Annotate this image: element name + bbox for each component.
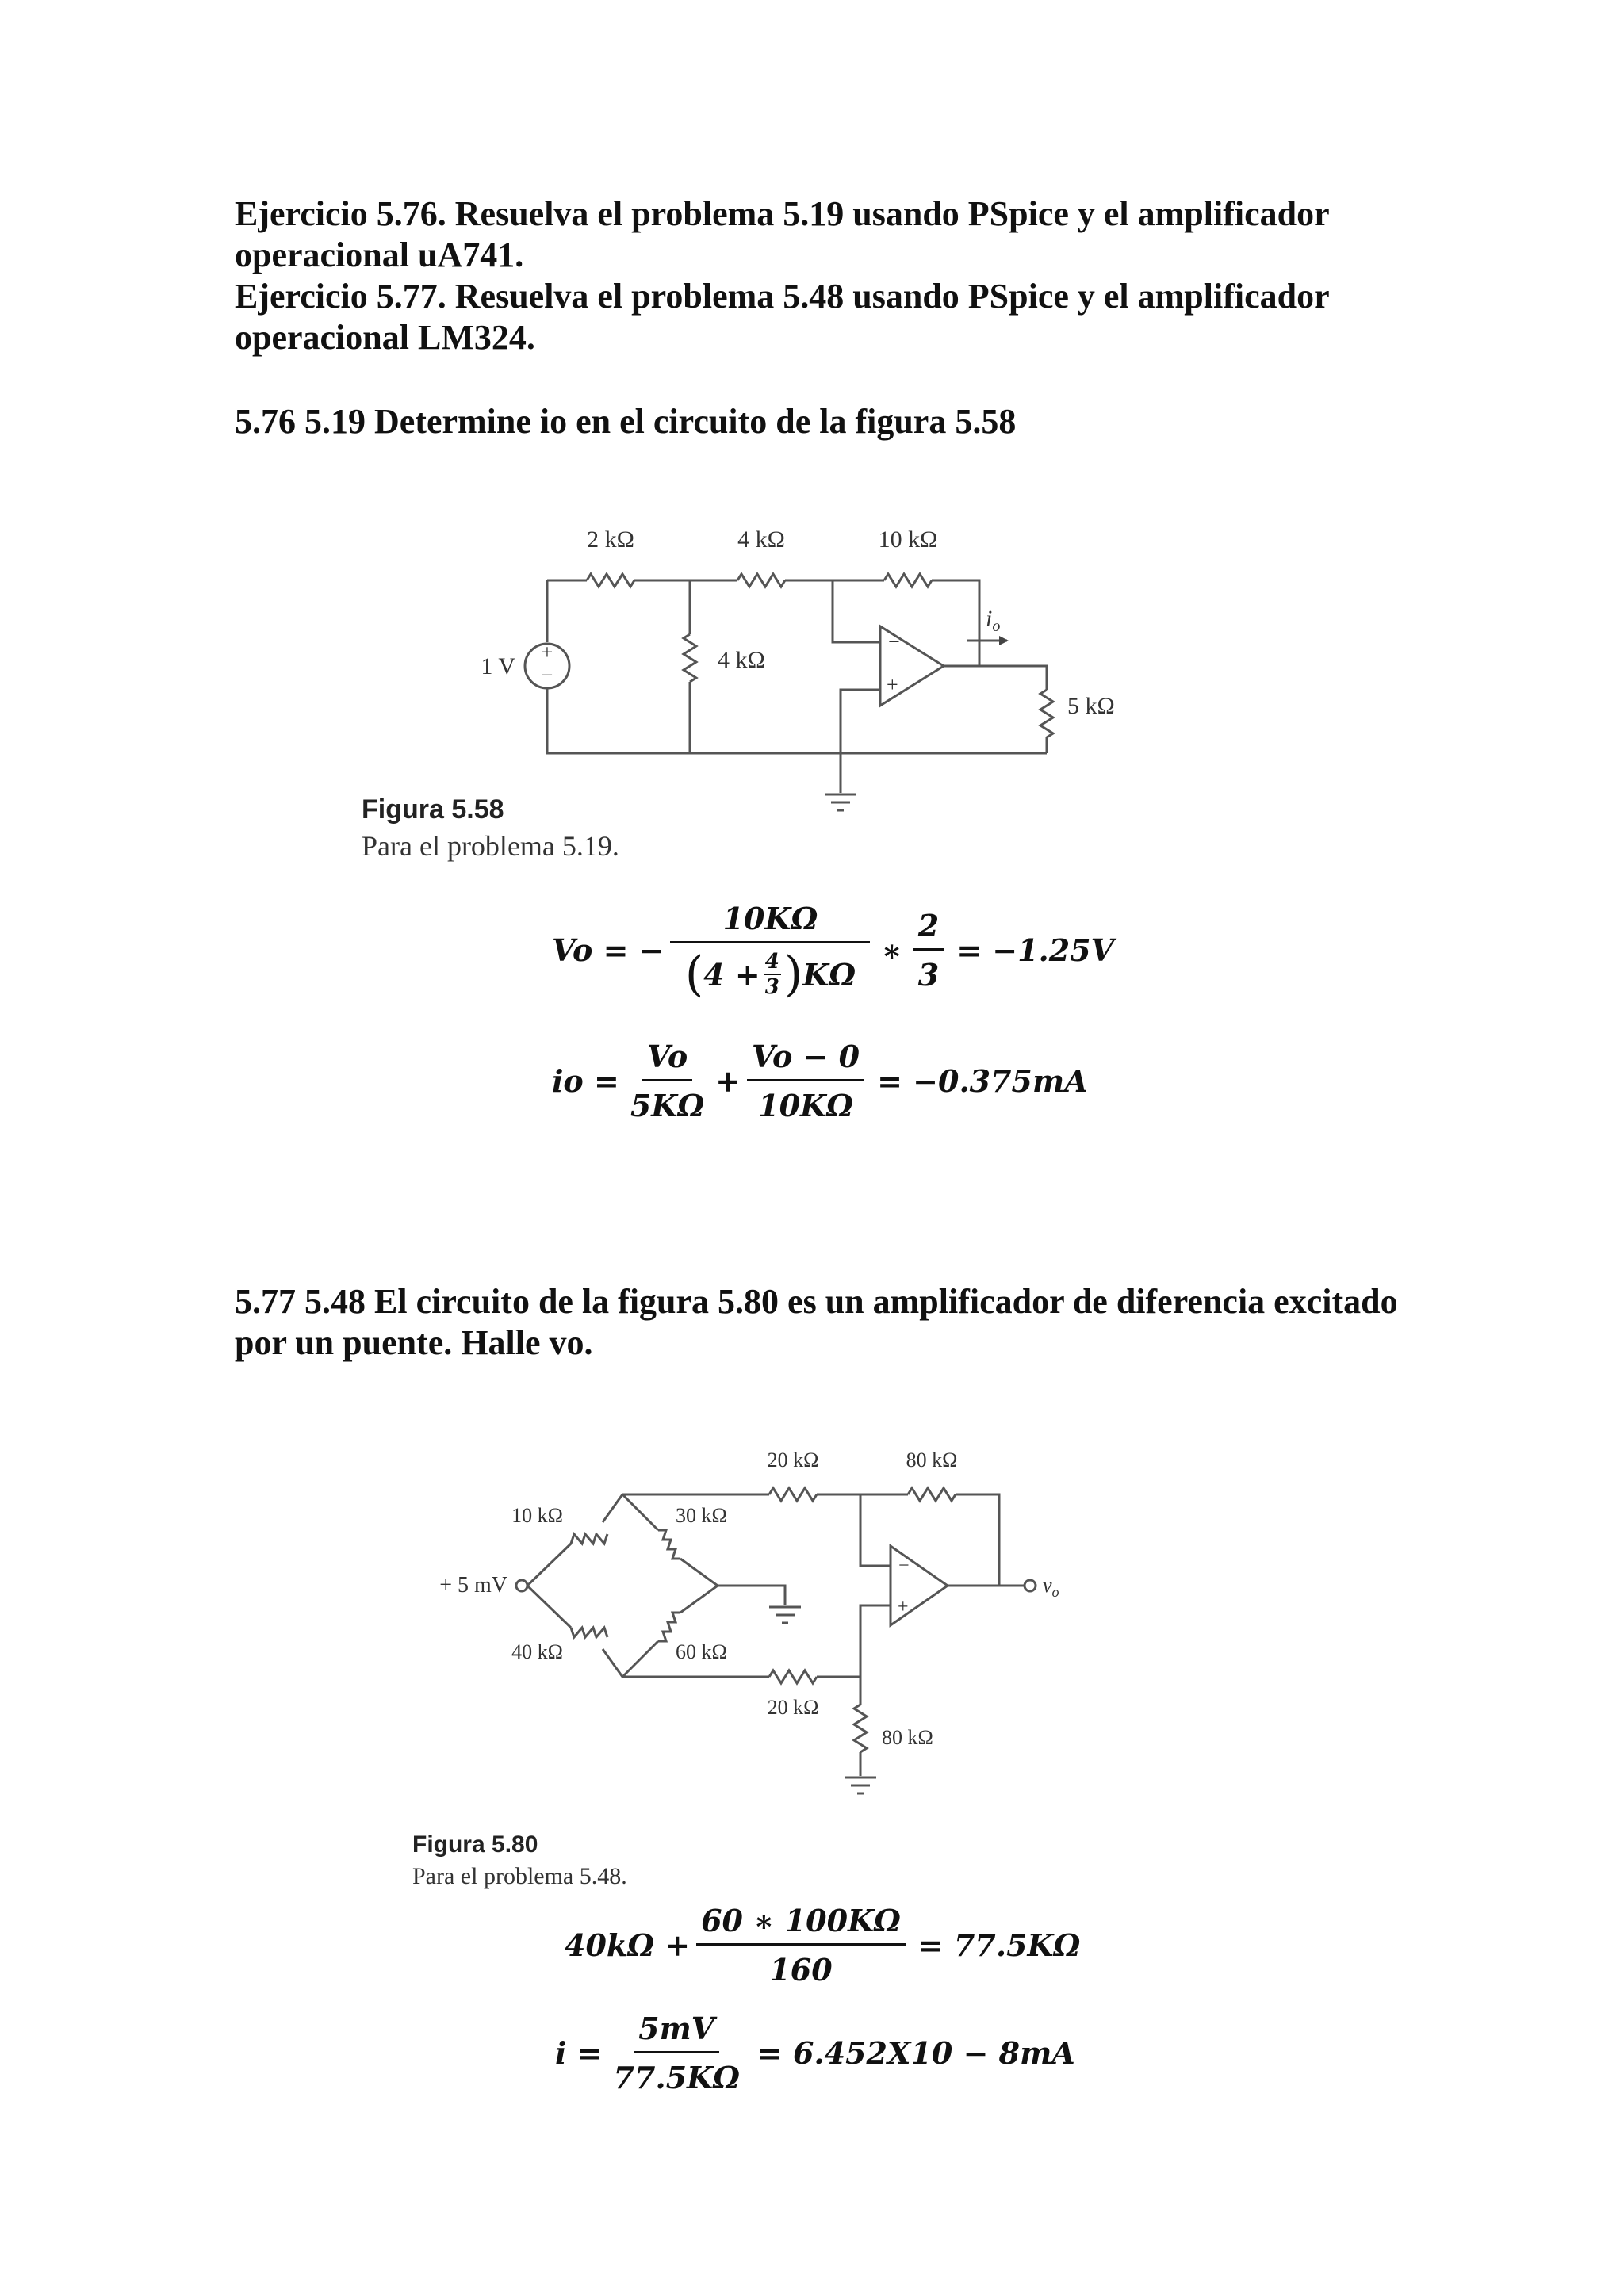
resistor-5k: [1040, 690, 1053, 737]
svg-text:20 kΩ: 20 kΩ: [767, 1696, 819, 1719]
svg-text:60 kΩ: 60 kΩ: [676, 1640, 727, 1663]
ground-symbol: [825, 794, 856, 810]
resistor-4k-vertical: [684, 634, 696, 682]
svg-text:4 kΩ: 4 kΩ: [718, 647, 765, 673]
ground-symbol: [769, 1607, 801, 1623]
svg-text:−: −: [898, 1556, 910, 1576]
fraction-vo: 10KΩ ( 4 + $\frac{4}{3}$ ) KΩ: [670, 901, 870, 999]
svg-text:40 kΩ: 40 kΩ: [511, 1640, 563, 1663]
resistor-60k: [658, 1613, 680, 1641]
problem-5-48-heading: 5.77 5.48 El circuito de la figura 5.80 es un amplificador de diferencia excitado por un puente. Halle vo.: [235, 1282, 1398, 1362]
ground-symbol: [845, 1777, 876, 1793]
svg-text:10 kΩ: 10 kΩ: [511, 1504, 563, 1527]
svg-text:10 kΩ: 10 kΩ: [878, 526, 938, 553]
equation-current: i = $\frac{5mV}{77.5K\Omega}$ = 6.452X10 − 8mA: [555, 2011, 1075, 2095]
svg-text:+: +: [898, 1597, 909, 1617]
svg-text:1 V: 1 V: [481, 653, 515, 679]
figure-5-58-title: Figura 5.58: [362, 794, 504, 825]
resistor-20k-top: [769, 1488, 817, 1501]
figure-5-80-title: Figura 5.80: [412, 1831, 538, 1858]
svg-text:vo: $v_o$: [1043, 1574, 1059, 1600]
resistor-30k: [658, 1530, 680, 1559]
svg-text:80 kΩ: 80 kΩ: [906, 1448, 958, 1471]
svg-text:+ 5 mV: + 5 mV: [439, 1573, 508, 1598]
equation-vo: Vo = − 10KΩ ( 4 + $\frac{4}{3}$ ) KΩ ∗ $\frac{2}{3}$ = −1.25V: [552, 901, 1115, 1002]
figure-5-58-caption: Para el problema 5.19.: [362, 830, 619, 862]
svg-text:30 kΩ: 30 kΩ: [676, 1504, 727, 1527]
exercise-5-77: Ejercicio 5.77. Resuelva el problema 5.48 usando PSpice y el amplificador operacional LM324.: [235, 277, 1329, 357]
circuit-figure-5-58: [444, 515, 1158, 832]
equation-resistance: 40kΩ + $\frac{60 ∗ 100K\Omega}{160}$ = 77.5KΩ: [565, 1903, 1081, 1988]
exercise-5-76: Ejercicio 5.76. Resuelva el problema 5.19 usando PSpice y el amplificador operacional uA741.: [235, 194, 1329, 274]
svg-text:+: +: [887, 673, 898, 696]
svg-text:20 kΩ: 20 kΩ: [767, 1448, 819, 1471]
resistor-20k-bottom: [769, 1670, 817, 1683]
resistor-80k-top: [908, 1488, 956, 1501]
resistor-10k: [884, 574, 932, 587]
svg-text:+: +: [541, 641, 553, 664]
resistor-10k: [571, 1534, 607, 1544]
svg-text:5 kΩ: 5 kΩ: [1067, 693, 1115, 719]
svg-text:−: −: [541, 664, 553, 687]
svg-text:−: −: [888, 630, 900, 653]
svg-text:4 kΩ: 4 kΩ: [737, 526, 785, 553]
exercise-block: [235, 193, 1400, 358]
problem-5-19-heading: 5.76 5.19 Determine io en el circuito de la figura 5.58: [235, 402, 1017, 441]
resistor-4k-top: [737, 574, 785, 587]
svg-text:80 kΩ: 80 kΩ: [882, 1726, 933, 1749]
figure-5-80-caption: Para el problema 5.48.: [412, 1863, 627, 1889]
equation-io: io = $\frac{Vo}{5K\Omega}$ + $\frac{Vo - 0}{10K\Omega}$ = −0.375mA: [552, 1039, 1088, 1123]
svg-text:io: $i_o$: [986, 606, 1001, 635]
circuit-figure-5-80: [428, 1435, 1142, 1816]
svg-text:2 kΩ: 2 kΩ: [587, 526, 634, 553]
resistor-80k-vertical: [854, 1705, 867, 1752]
resistor-2k: [587, 574, 634, 587]
resistor-40k: [571, 1628, 607, 1637]
